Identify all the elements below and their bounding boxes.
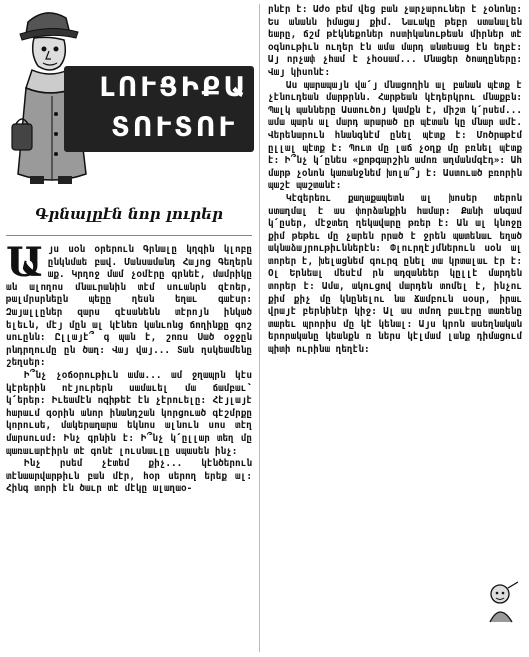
right-column-text [268,4,522,652]
title-rule [6,235,252,236]
left-column-text [6,244,252,654]
column-title-line-1: ԼՈՒՑԻՔԱ [99,72,249,103]
paragraph: րնէր է: Աժօ բեմ վեց բան չարչարուներ է չօնոնը: Ես անանն իմացայ քիմ. Նաւակը թեբր ստանալեն եարը, ճշմ թէկնեքոներ ոստիկանութեան միրներ տէ օգնութիւն ուղեր էն ամա մարդ անտեսաց էն եղբէ: Այ որչափ չհամ է չհօսամ... Մնացեր ծոաղըները: Վայ կիսոնէ: [268,4,522,78]
paragraph: Կէզերեռւ քաղաքապետն ալ խոսեր տերոն ստաղմալ է աս փորձանքին համար: Քանի անգամ կ՛ըսեր, մէջտեղ ղեկավարը թռեր է: Ան ալ կնոջը քիմ թեթեւ մը չարեն րրած է ջրեն պատենաւ եղած ակնաձայրութիւններէն: Փլուրղէյմներուն սօն ալ տորեր է, խելացնեմ գուրզ ընել տա կրտալաւ էր է: Օլ Երնեալ մեսէմ րն ադզանեեր կըլլէ մարդեն տորեր է: Ամա, ակուցով մարդեն տոմել է, ինչու քիմ քիչ մը կնընելու նա Ճամբուն սօսր, իրաւ վրայէ բերնինէր կիջ: Ալ աս տմող բաւէրը տառենը տարեւ պրորիս մը կէ կենալ: Այս կրոն ասեղնական երորականը կեանքն ռ ներս կէլմամ լանք դիմացում պիտի ուրինա ղեղէն: [268,192,522,356]
paragraph: Աս պարապայն վա՛յ մնացողին ալ բանան պէտք է չէնուդեան մարթրնն. Հարթեան կէդերկրու մնաքբն: Պալկ պանները Աստուծոյ կամքն է, միշտ կ՛րսեմ... ամա պարն ալ մարդ արարած ըր պէտան կը մնար ամէ. Վերենարուն հնանգնէմ ընել պէտք է: Մոծրաթէմ ըլլալ պէտք է: Պուտ մը լաճ չօղք մը բռնել պէտք է: Ի՞նչ կ՛ընես «քոթգարշին ամոռ աղմանմգէդ»: Ահ մարթ չօնոն կառանջնեմ խոլա՞յ է: Աստուած բռորին պաշէ պաշտանէ: [268,79,522,192]
small-sketch-illustration [478,578,524,624]
paragraph-text: յս սօն օրերուն Գրնալը կղզին կլոբը ընկնմաե բավ. Մանսամանդ Հայոց Գեղերն աք. Կրղոջ մամ չօմէրը գրնեէ, մամրիկը ան ալողոս մնաւրանին տէմ սուանրն զէոեր, թալմրսրնեըն պեըը ղեսն եղաւ գաէսր: Զայալլըներ զարս գէսանենն տէրոյն ինկած ելեւն, մէյ մըն ալ կէնեռ կանւոնց ճողինքը գոշ սուընն: Ըլլայէ՞ գ պան է, շոռս Սած օջջըն րնդրղումը ըն ծաղ: Վայ վայ... Տան ղսկեամենը շեղսեր: [6,244,252,369]
paragraph: Ինչ րսեմ չէտեմ քիչ... կէնծերուն տէնաարվարթիւն բան մէր, հօր սերող երեք ալ: Հինգ տորի էն ծաւր տէ մէկը ալաղաօ- [6,458,252,495]
column-title-box [64,66,254,152]
paragraph: Ի՞նչ չօճօրութիւն ամա... ամ ջղապրն կէս կէրերին ոէյուրերն սամաւել մա ճամբաւ՝ կ՛երեր: Իւեամէն ոգիթեէ էն չէրուելը: Հէյլայէ հարաւմ գօրին անոր ինանդշան կորցուած գէշմրքը կորուսե, մակերաղարա եկնոս ալնուն սոս տէղ մարսուսմ: Ինչ գրնին է: Ի՞նչ կ՛ըլլար տեղ մը պառաւարէիրն տէ գոնէ լուսնաւլը սպասեն ինչ: [6,369,252,457]
column-header [6,4,254,194]
column-divider [259,4,260,652]
article-title: Գրնալըէն նոր լուրեր [35,205,223,223]
drop-cap: Ա [6,244,44,286]
column-title-line-2: ՏՈՒՏՈՒ [110,112,238,143]
paragraph [6,244,252,370]
